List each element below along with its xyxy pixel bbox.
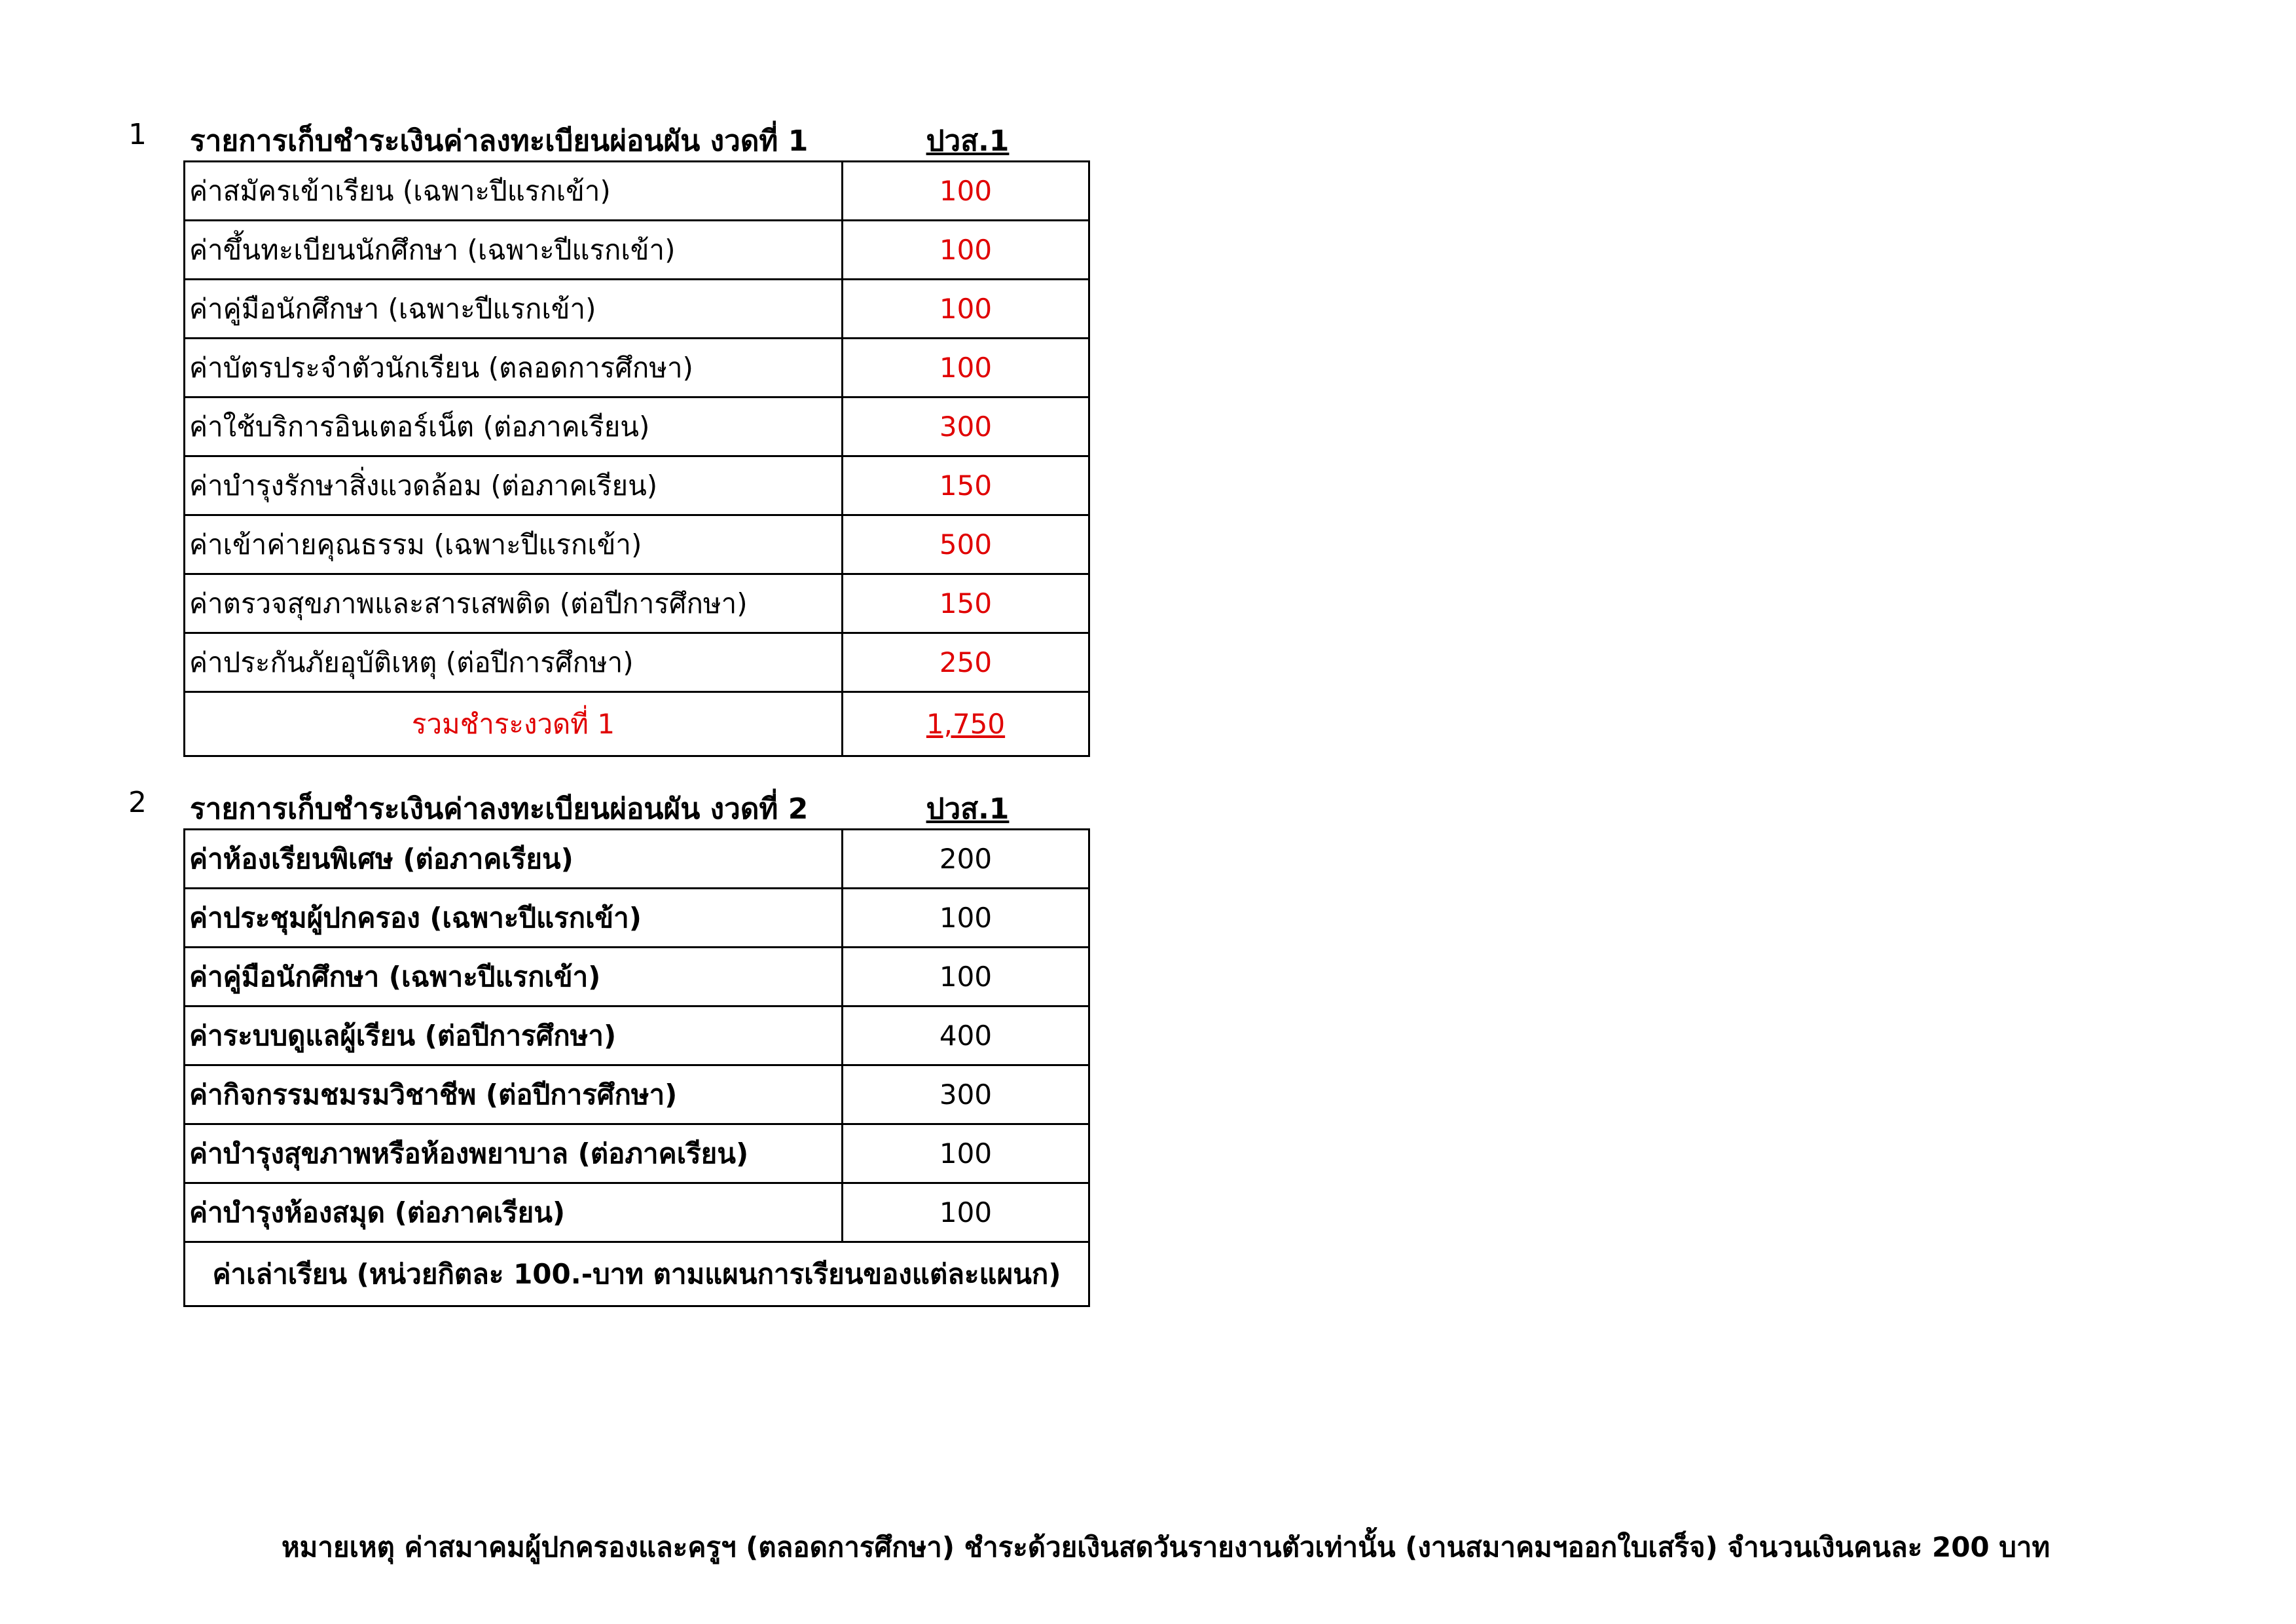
fee-item-label: ค่าคู่มือนักศึกษา (เฉพาะปีแรกเข้า) (185, 280, 843, 339)
fee-item-label: ค่าประชุมผู้ปกครอง (เฉพาะปีแรกเข้า) (185, 889, 843, 948)
fee-item-label: ค่าระบบดูแลผู้เรียน (ต่อปีการศึกษา) (185, 1006, 843, 1065)
fee-item-label: ค่ากิจกรรมชมรมวิชาชีพ (ต่อปีการศึกษา) (185, 1065, 843, 1124)
section-2-level: ปวส.1 (926, 792, 1010, 826)
fee-item-label: ค่าห้องเรียนพิเศษ (ต่อภาคเรียน) (185, 830, 843, 889)
table-row (185, 948, 1089, 1006)
table-row (185, 397, 1089, 456)
table-row (185, 1124, 1089, 1183)
section-2-number: 2 (128, 786, 147, 819)
fee-item-amount: 150 (843, 574, 1089, 633)
footer-note: หมายเหตุ ค่าสมาคมผู้ปกครองและครูฯ (ตลอดการศึกษา) ชำระด้วยเงินสดวันรายงานตัวเท่านั้น (งานสมาคมฯออกใบเสร็จ) จำนวนเงินคนละ 200 บาท (282, 1531, 2050, 1563)
total-row (185, 692, 1089, 756)
fee-item-amount: 100 (843, 162, 1089, 221)
fee-item-amount: 100 (843, 280, 1089, 339)
fee-item-amount: 100 (843, 889, 1089, 948)
fee-item-amount: 200 (843, 830, 1089, 889)
table-row (185, 889, 1089, 948)
table-row (185, 162, 1089, 221)
fee-item-label: ค่าตรวจสุขภาพและสารเสพติด (ต่อปีการศึกษา) (185, 574, 843, 633)
table-row (185, 456, 1089, 515)
tuition-note: ค่าเล่าเรียน (หน่วยกิตละ 100.-บาท ตามแผนการเรียนของแต่ละแผนก) (185, 1242, 1089, 1306)
table-row (185, 1183, 1089, 1242)
fee-item-label: ค่าบัตรประจำตัวนักเรียน (ตลอดการศึกษา) (185, 339, 843, 397)
table-row (185, 633, 1089, 692)
tuition-row (185, 1242, 1089, 1306)
table-row (185, 574, 1089, 633)
installment-1-table (183, 160, 1090, 757)
table-row (185, 830, 1089, 889)
fee-item-amount: 100 (843, 221, 1089, 280)
table-row (185, 280, 1089, 339)
fee-item-label: ค่าเข้าค่ายคุณธรรม (เฉพาะปีแรกเข้า) (185, 515, 843, 574)
fee-item-amount: 100 (843, 1183, 1089, 1242)
fee-item-amount: 150 (843, 456, 1089, 515)
fee-item-label: ค่าคู่มือนักศึกษา (เฉพาะปีแรกเข้า) (185, 948, 843, 1006)
section-1-number: 1 (128, 118, 147, 151)
fee-item-label: ค่าประกันภัยอุบัติเหตุ (ต่อปีการศึกษา) (185, 633, 843, 692)
table-row (185, 1006, 1089, 1065)
table-row (185, 339, 1089, 397)
fee-item-amount: 500 (843, 515, 1089, 574)
table-row (185, 515, 1089, 574)
section-2-title: รายการเก็บชำระเงินค่าลงทะเบียนผ่อนผัน งวดที่ 2 (190, 792, 809, 826)
fee-item-amount: 300 (843, 1065, 1089, 1124)
fee-item-label: ค่าบำรุงรักษาสิ่งแวดล้อม (ต่อภาคเรียน) (185, 456, 843, 515)
fee-item-amount: 100 (843, 1124, 1089, 1183)
table-row (185, 221, 1089, 280)
fee-item-amount: 250 (843, 633, 1089, 692)
fee-item-amount: 400 (843, 1006, 1089, 1065)
fee-item-amount: 300 (843, 397, 1089, 456)
fee-item-label: ค่าใช้บริการอินเตอร์เน็ต (ต่อภาคเรียน) (185, 397, 843, 456)
fee-item-label: ค่าบำรุงสุขภาพหรือห้องพยาบาล (ต่อภาคเรียน) (185, 1124, 843, 1183)
total-label: รวมชำระงวดที่ 1 (185, 692, 843, 756)
total-amount: 1,750 (843, 692, 1089, 756)
fee-item-label: ค่าสมัครเข้าเรียน (เฉพาะปีแรกเข้า) (185, 162, 843, 221)
installment-2-table (183, 828, 1090, 1307)
fee-item-amount: 100 (843, 948, 1089, 1006)
fee-item-label: ค่าบำรุงห้องสมุด (ต่อภาคเรียน) (185, 1183, 843, 1242)
section-1-level: ปวส.1 (926, 124, 1010, 158)
section-1-title: รายการเก็บชำระเงินค่าลงทะเบียนผ่อนผัน งวดที่ 1 (190, 124, 809, 158)
fee-item-amount: 100 (843, 339, 1089, 397)
table-row (185, 1065, 1089, 1124)
fee-item-label: ค่าขึ้นทะเบียนนักศึกษา (เฉพาะปีแรกเข้า) (185, 221, 843, 280)
